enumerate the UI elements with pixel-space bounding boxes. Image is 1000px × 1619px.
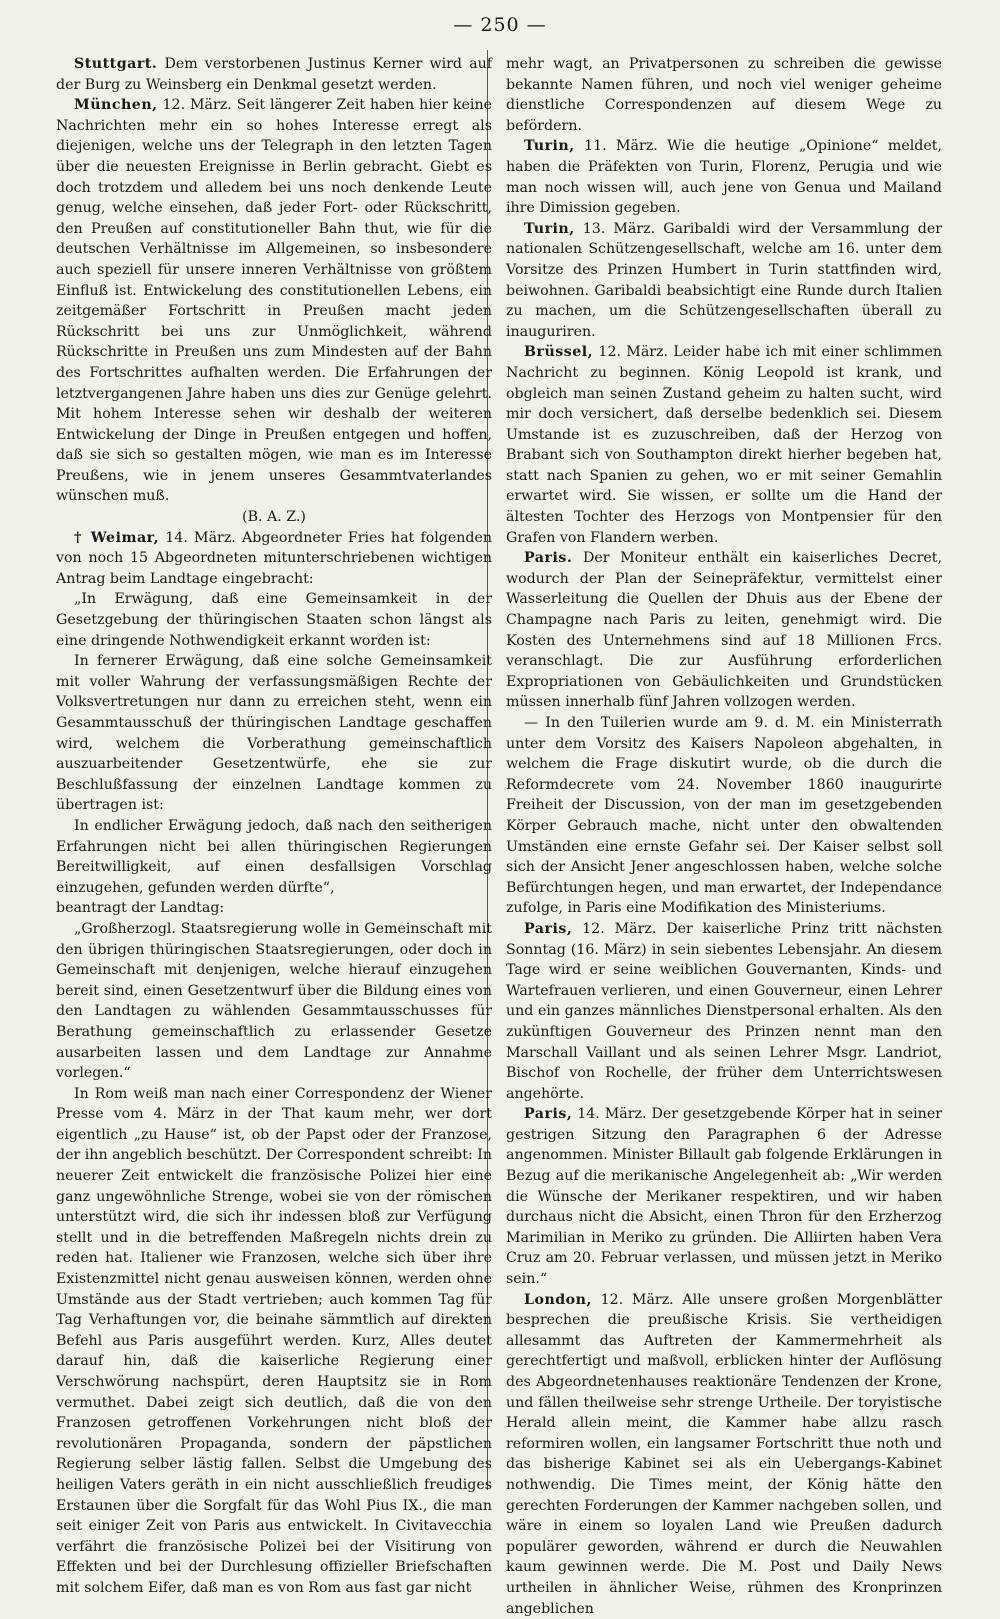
article-text: In Rom weiß man nach einer Correspondenz der Wiener Presse vom 4. März in der That kaum mehr, wer dort eigentlich „zu Hause“ ist, ob der Papst oder der Franzose, der ihn angeblich beschützt. Der Correspondent schreibt: In neuerer Zeit entwickelt die französische Polizei hier eine ganz ungewöhnliche Strenge, wobei sie von der römischen unterstützt wird, die sich ihr indessen bloß zur Verfügung stellt und in die betreffenden Maßregeln nichts drein zu reden hat. Italiener wie Franzosen, welche sich über ihre Existenzmittel nicht genau ausweisen können, werden ohne Umstände aus der Stadt vertrieben; auch kommen Tag für Tag Verhaftungen vor, die beinahe sämmtlich auf direkten Befehl aus Paris ausgeführt werden. Kurz, Alles deutet darauf hin, daß die kaiserliche Regierung einer Verschwörung nachspürt, deren Hauptsitz sie in Rom vermuthet. Dabei zeigt sich deutlich, daß die von den Franzosen getroffenen Vorkehrungen nicht bloß der revolutionären Propaganda, sondern der päpstlichen Regierung selber lästig fallen. Selbst die Umgebung des heiligen Vaters geräth in ein nicht ausschließlich freudiges Erstaunen über die Sorgfalt für das Wohl Pius IX., die man seit einiger Zeit von Paris aus entwickelt. In Civitavecchia verfährt die französische Polizei bei der Visitirung von Effekten und bei der Durchlesung offizieller Briefschaften mit solchem Eifer, daß man es von Rom aus fast gar nicht xyxy=(56,1085,492,1596)
article-paragraph: „Großherzogl. Staatsregierung wolle in Gemeinschaft mit den übrigen thüringischen Staatsregierungen, oder doch in Gemeinschaft mit denjenigen, welche hierauf einzugehen bereit sind, einen Gesetzentwurf über die Bildung eines von den Landtagen zu wählenden Gesammtausschusses für Berathung gemeinschaftlich zu erlassender Gesetze ausarbeiten lassen und dem Landtage zur Annahme vorlegen.“ xyxy=(56,920,492,1082)
article-paragraph xyxy=(506,548,942,713)
article-text: 12. März. Seit längerer Zeit haben hier keine Nachrichten mehr ein so hohes Interesse erregt als diejenigen, welche uns der Telegraph in den letzten Tagen über die neuesten Ereignisse in Berlin gebracht. Giebt es doch trotzdem und alledem bei uns noch denkende Leute genug, welche einsehen, daß jeder Fort- oder Rückschritt, den Preußen auf constitutioneller Bahn thut, wie für die deutschen Verhältnisse im Allgemeinen, so insbesondere auch speziell für unsere inneren Verhältnisse von größtem Einfluß ist. Entwickelung des constitutionellen Lebens, ein zeitgemäßer Fortschritt in Preußen macht jeden Rückschritt bei uns zur Unmöglichkeit, während Rückschritte in Preußen uns zum Mindesten auf der Bahn des Fortschrittes aufhalten werden. Die Erfahrungen der letztvergangenen Jahre haben uns dies zur Genüge gelehrt. Mit hohem Interesse sehen wir deshalb der weiteren Entwickelung der Dinge in Preußen entgegen und hoffen, daß sie sich so gestalten mögen, wie man es im Interesse Preußens, wie in jenem unseres Gesammtvaterlandes wünschen muß. xyxy=(56,97,492,505)
article-paragraph: mehr wagt, an Privatpersonen zu schreiben die gewisse bekannte Namen führen, und noch viel weniger geheime dienstliche Correspondenzen auf diesem Wege zu befördern. xyxy=(506,56,942,134)
article-paragraph: In endlicher Erwägung jedoch, daß nach den seitherigen Erfahrungen nicht bei allen thüringischen Regierungen Bereitwilligkeit, auf einen desfallsigen Vorschlag einzugehen, gefunden werden dürfte“, xyxy=(56,817,492,896)
article-text: 14. März. Abgeordneter Fries hat folgenden von noch 15 Abgeordneten mitunterschriebenen wichtigen Antrag beim Landtage eingebracht: xyxy=(56,529,493,587)
article-text: Dem verstorbenen Justinus Kerner wird auf der Burg zu Weinsberg ein Denkmal gesetzt werden. xyxy=(56,56,492,93)
dateline-place: München, xyxy=(74,97,158,114)
dateline-place: Paris, xyxy=(524,1106,573,1123)
dateline-place: Paris, xyxy=(524,920,573,937)
article-paragraph: „In Erwägung, daß eine Gemeinsamkeit in der Gesetzgebung der thüringischen Staaten schon längst als eine dringende Nothwendigkeit erkannt worden ist: xyxy=(56,591,492,649)
article-text: 12. März. Alle unsere großen Morgenblätter besprechen die preußische Krisis. Sie vertheidigen allesammt das Auftreten der Kammermehrheit als gerechtfertigt und maßvoll, erblicken hinter der Auflösung des Abgeordnetenhauses reaktionäre Tendenzen der Krone, und fällen theilweise sehr strenge Urtheile. Der toryistische Herald allein meint, die Kammer habe allzu rasch reformiren wollen, ein langsamer Fortschritt thue noth und das bisherige Kabinet sei als ein Uebergangs-Kabinet nothwendig. Die Times meint, der König hätte den gerechten Forderungen der Kammer nachgeben sollen, und wäre in einem so loyalen Land wie Preußen dadurch populärer geworden, während er durch die Neuwahlen kaum gewinnen werde. Die M. Post und Daily News urtheilen in ähnlicher Weise, rühmen des Kronprinzen angeblichen xyxy=(506,1291,942,1617)
article-text: Der Moniteur enthält ein kaiserliches Decret, wodurch der Plan der Seinepräfektur, vermittelst einer Wasserleitung die Quellen der Dhuis aus der Ebene der Champagne nach Paris zu leiten, genehmigt wird. Die Kosten des Unternehmens sind auf 18 Millionen Frcs. veranschlagt. Die zur Ausführung erforderlichen Expropriationen von Gebäulichkeiten und Grundstücken müssen innerhalb fünf Jahren vollzogen werden. xyxy=(506,550,942,711)
article-text: 11. März. Wie die heutige „Opinione“ meldet, haben die Präfekten von Turin, Florenz, Perugia und wie man noch wissen will, auch jene von Genua und Mailand ihre Dimission gegeben. xyxy=(506,138,942,217)
article-paragraph xyxy=(56,95,492,507)
article-paragraph xyxy=(56,1084,492,1599)
article-paragraph xyxy=(56,528,492,590)
dateline-place: Paris. xyxy=(524,550,573,567)
dateline-place: Turin, xyxy=(524,220,575,237)
article-text: 12. März. Leider habe ich mit einer schlimmen Nachricht zu beginnen. König Leopold ist krank, und obgleich man seinen Zustand geheim zu halten sucht, wird mir doch versichert, daß derselbe bedenklich sei. Diesem Umstande ist es zuzuschreiben, daß der Herzog von Brabant sich von Southampton direkt hierher begeben hat, statt nach Spanien zu gehen, wo er mit seiner Gemahlin erwartet wird. Sie wissen, er sollte um die Hand der ältesten Tochter des Herzogs von Montpensier für den Grafen von Flandern werben. xyxy=(506,344,942,546)
article-paragraph: beantragt der Landtag: xyxy=(56,900,225,917)
article-text: 14. März. Der gesetzgebende Körper hat in seiner gestrigen Sitzung den Paragraphen 6 der Adresse angenommen. Minister Billault gab folgende Erklärungen in Bezug auf die merikanische Angelegenheit ab: „Wir werden die Wünsche der Merikaner respektiren, und wir haben durchaus nicht die Absicht, einen Thron für den Erzherzog Marimilian in Meriko zu gründen. Die Alliirten haben Vera Cruz am 20. Februar verlassen, und müssen jetzt in Meriko sein.“ xyxy=(506,1106,942,1288)
article-text: — In den Tuilerien wurde am 9. d. M. ein Ministerrath unter dem Vorsitz des Kaisers Napoleon abgehalten, in welchem die Frage diskutirt wurde, ob die durch die Reformdecrete vom 24. November 1860 inaugurirte Freiheit der Discussion, von der man im gesetzgebenden Körper Gebrauch mache, nicht unter den obwaltenden Umständen eine ernste Gefahr sei. Der Kaiser selbst soll sich der Ansicht Jener angeschlossen haben, welche solche Befürchtungen hegen, und man erwartet, der Independance zufolge, in Paris eine Modifikation des Ministeriums. xyxy=(506,715,942,917)
page-number: — 250 — xyxy=(453,14,547,36)
article-paragraph xyxy=(506,342,942,548)
article-paragraph xyxy=(506,713,942,919)
source-citation: (B. A. Z.) xyxy=(242,509,306,526)
dateline-place: Turin, xyxy=(524,138,575,155)
article-paragraph xyxy=(506,1290,942,1619)
dateline-place: Brüssel, xyxy=(524,344,594,361)
article-paragraph: In fernerer Erwägung, daß eine solche Gemeinsamkeit mit voller Wahrung der verfassungsmäßigen Rechte der Volksvertretungen nur dann zu erreichen steht, wenn ein Gesammtausschuß der thüringischen Landtage geschaffen wird, welchem die Vorberathung gemeinschaftlich auszuarbeitender Gesetzentwürfe, ehe sie zur Beschlußfassung der einzelnen Landtage kommen zu übertragen ist: xyxy=(56,653,492,814)
article-paragraph xyxy=(506,219,942,343)
dateline-place: Stuttgart. xyxy=(74,56,158,72)
article-paragraph xyxy=(506,136,942,218)
article-text: 12. März. Der kaiserliche Prinz tritt nächsten Sonntag (16. März) in sein siebentes Lebensjahr. An diesem Tage wird er seine weiblichen Gouvernanten, Kinds- und Wartefrauen verlieren, und einen Gouverneur, einen Lehrer und ein ganzes männliches Dienstpersonal erhalten. Als den zukünftigen Gouverneur des Prinzen nennt man den Marschall Vaillant und als seinen Lehrer Msgr. Landriot, Bischof von Rochelle, der früher dem Unterrichtswesen angehörte. xyxy=(506,920,942,1102)
article-paragraph xyxy=(56,54,492,95)
left-column xyxy=(56,54,492,1599)
article-text: 13. März. Garibaldi wird der Versammlung der nationalen Schützengesellschaft, welche am 16. unter dem Vorsitze des Prinzen Humbert in Turin stattfinden wird, beiwohnen. Garibaldi beabsichtigt eine Runde durch Italien zu machen, um die Schützengesellschaften überall zu inauguriren. xyxy=(506,220,942,340)
right-column xyxy=(506,54,942,1619)
dateline-place: † Weimar, xyxy=(74,529,160,546)
article-paragraph xyxy=(506,919,942,1104)
article-paragraph xyxy=(506,1104,942,1289)
dateline-place: London, xyxy=(524,1291,592,1308)
